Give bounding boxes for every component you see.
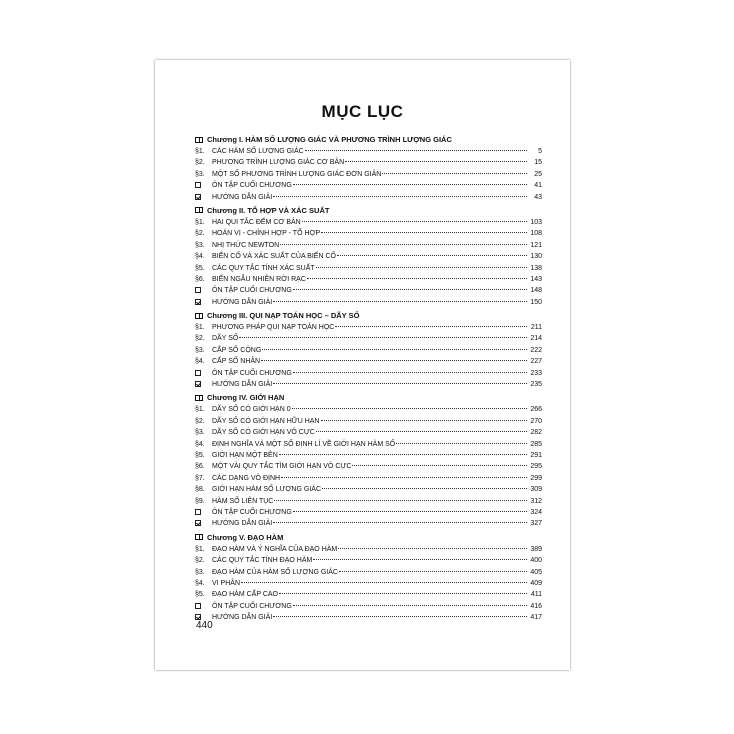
chapter-heading-text: Chương III. QUI NẠP TOÁN HỌC – DÃY SỐ [207,311,360,321]
dot-leader [261,353,527,361]
entry-title: HƯỚNG DẪN GIẢI [212,614,273,622]
entry-page-number: 327 [530,520,542,528]
entry-page-number: 295 [530,463,542,471]
entry-page-number: 103 [530,218,542,226]
dot-leader [352,458,527,466]
section-number: §3. [195,170,205,178]
entry-title: GIỚI HẠN HÀM SỐ LƯỢNG GIÁC [212,486,321,494]
entry-title: MỘT SỐ PHƯƠNG TRÌNH LƯỢNG GIÁC ĐƠN GIẢN [212,170,382,178]
section-number: §2. [195,335,205,343]
dot-leader [316,260,527,268]
page-number: 440 [196,620,213,631]
dot-leader [279,447,527,455]
section-number: §7. [195,474,205,482]
dot-leader [335,319,527,327]
entry-title: DÃY SỐ [212,335,239,343]
section-number: §3. [195,241,205,249]
section-number: §5. [195,264,205,272]
entry-page-number: 309 [530,486,542,494]
dot-leader [241,575,527,583]
dot-leader [316,424,527,432]
empty-box-icon [195,182,201,188]
toc-entry [195,296,542,307]
section-number: §1. [195,218,205,226]
entry-title: HOÁN VỊ - CHỈNH HỢP - TỔ HỢP [212,230,321,238]
entry-title: HAI QUI TẮC ĐẾM CƠ BẢN [212,218,301,226]
dot-leader [273,515,527,523]
section-number: §2. [195,417,205,425]
dot-leader [292,401,527,409]
dot-leader [322,481,527,489]
book-page [155,60,570,670]
entry-page-number: 15 [534,159,542,167]
section-number: §3. [195,429,205,437]
entry-page-number: 409 [530,579,542,587]
dot-leader [345,154,527,162]
dot-leader [262,342,527,350]
book-icon [195,395,203,401]
entry-page-number: 25 [534,170,542,178]
entry-title: CẤP SỐ CỘNG [212,346,262,354]
dot-leader [321,413,527,421]
toc-entry [195,378,542,389]
dot-leader [293,282,527,290]
entry-title: HƯỚNG DẪN GIẢI [212,520,273,528]
entry-page-number: 43 [534,193,542,201]
entry-title: BIẾN CỐ VÀ XÁC SUẤT CỦA BIẾN CỐ [212,253,336,261]
book-icon [195,313,203,319]
entry-title: ÔN TẬP CUỐI CHƯƠNG [212,602,292,610]
section-number: §1. [195,545,205,553]
entry-page-number: 227 [530,358,542,366]
entry-title: DÃY SỐ CÓ GIỚI HẠN 0 [212,406,291,414]
section-number: §1. [195,406,205,414]
dot-leader [396,436,527,444]
entry-page-number: 222 [530,346,542,354]
checked-box-icon [195,194,201,200]
entry-page-number: 121 [530,241,542,249]
entry-title: CÁC HÀM SỐ LƯỢNG GIÁC [212,148,304,155]
toc-entry [195,191,542,202]
section-number: §4. [195,579,205,587]
entry-page-number: 143 [530,275,542,283]
entry-page-number: 400 [530,557,542,565]
entry-title: CÁC DẠNG VÔ ĐỊNH [212,474,281,482]
dot-leader [293,504,527,512]
section-number: §4. [195,358,205,366]
entry-page-number: 312 [530,497,542,505]
entry-title: CẤP SỐ NHÂN [212,358,261,366]
section-number: §1. [195,148,205,155]
entry-page-number: 270 [530,417,542,425]
entry-page-number: 148 [530,287,542,295]
chapter-block [195,532,542,623]
entry-title: ÔN TẬP CUỐI CHƯƠNG [212,369,292,377]
entry-title: ĐỊNH NGHĨA VÀ MỘT SỐ ĐỊNH LÍ VỀ GIỚI HẠN HÀM SỐ [212,440,396,448]
dot-leader [279,586,527,594]
page-title: MỤC LỤC [321,102,404,121]
dot-leader [337,248,527,256]
dot-leader [273,609,527,617]
entry-page-number: 389 [530,545,542,553]
dot-leader [293,177,527,185]
entry-title: CÁC QUY TẮC TÍNH ĐẠO HÀM [212,557,313,565]
toc-entry [195,517,542,528]
section-number: §5. [195,591,205,599]
dot-leader [305,143,527,151]
section-number: §2. [195,557,205,565]
dot-leader [321,225,527,233]
entry-page-number: 299 [530,474,542,482]
dot-leader [239,330,527,338]
section-number: §3. [195,346,205,354]
empty-box-icon [195,509,201,515]
dot-leader [382,166,527,174]
dot-leader [338,541,527,549]
entry-title: DÃY SỐ CÓ GIỚI HẠN HỮU HẠN [212,417,320,425]
chapter-heading-text: Chương II. TỔ HỢP VÀ XÁC SUẤT [207,205,330,215]
entry-title: ÔN TẬP CUỐI CHƯƠNG [212,182,292,190]
chapter-block [195,310,542,389]
dot-leader [302,214,527,222]
chapter-block [195,392,542,528]
book-icon [195,137,203,143]
entry-page-number: 235 [530,381,542,389]
entry-page-number: 291 [530,451,542,459]
entry-page-number: 405 [530,568,542,576]
entry-title: GIỚI HẠN MỘT BÊN [212,451,278,459]
chapter-heading-text: Chương IV. GIỚI HẠN [207,393,285,403]
entry-title: ĐẠO HÀM VÀ Ý NGHĨA CỦA ĐẠO HÀM [212,545,338,553]
checked-box-icon [195,299,201,305]
entry-title: PHƯƠNG TRÌNH LƯỢNG GIÁC CƠ BẢN [212,159,345,167]
checked-box-icon [195,520,201,526]
dot-leader [313,552,527,560]
entry-title: MỘT VÀI QUY TẮC TÌM GIỚI HẠN VÔ CỰC [212,463,352,471]
entry-title: HƯỚNG DẪN GIẢI [212,298,273,306]
empty-box-icon [195,603,201,609]
section-number: §6. [195,275,205,283]
entry-page-number: 285 [530,440,542,448]
entry-title: ĐẠO HÀM CẤP CAO [212,591,278,599]
dot-leader [293,365,527,373]
entry-page-number: 417 [530,614,542,622]
chapter-block [195,205,542,307]
dot-leader [273,294,527,302]
entry-title: DÃY SỐ CÓ GIỚI HẠN VÔ CỰC [212,429,315,437]
dot-leader [293,598,527,606]
entry-title: PHƯƠNG PHÁP QUI NẠP TOÁN HỌC [212,324,335,332]
entry-title: HÀM SỐ LIÊN TỤC [212,497,274,505]
dot-leader [274,493,527,501]
entry-page-number: 211 [530,324,542,332]
dot-leader [280,237,527,245]
entry-page-number: 411 [530,591,542,599]
chapter-heading-text: Chương V. ĐẠO HÀM [207,532,284,542]
section-number: §6. [195,463,205,471]
book-icon [195,534,203,540]
section-number: §1. [195,324,205,332]
toc-entry [195,611,542,622]
entry-title: CÁC QUY TẮC TÍNH XÁC SUẤT [212,264,315,272]
entry-title: NHỊ THỨC NEWTON [212,241,280,249]
entry-page-number: 41 [534,182,542,190]
entry-page-number: 324 [530,508,542,516]
dot-leader [273,189,527,197]
dot-leader [273,376,527,384]
section-number: §3. [195,568,205,576]
empty-box-icon [195,287,201,293]
entry-title: HƯỚNG DẪN GIẢI [212,381,273,389]
entry-title: ÔN TẬP CUỐI CHƯƠNG [212,508,292,516]
section-number: §8. [195,486,205,494]
entry-title: VI PHÂN [212,579,241,587]
entry-page-number: 150 [530,298,542,306]
entry-page-number: 108 [530,230,542,238]
entry-title: BIẾN NGẪU NHIÊN RỜI RẠC [212,275,306,283]
entry-page-number: 214 [530,335,542,343]
book-icon [195,207,203,213]
section-number: §2. [195,159,205,167]
checked-box-icon [195,381,201,387]
entry-page-number: 266 [530,406,542,414]
entry-title: HƯỚNG DẪN GIẢI [212,193,273,201]
entry-page-number: 5 [538,148,542,155]
chapter-heading-text: Chương I. HÀM SỐ LƯỢNG GIÁC VÀ PHƯƠNG TRÌNH LƯỢNG GIÁC [207,135,452,144]
table-of-contents [195,134,542,625]
entry-title: ĐẠO HÀM CỦA HÀM SỐ LƯỢNG GIÁC [212,568,338,576]
entry-page-number: 130 [530,253,542,261]
entry-page-number: 282 [530,429,542,437]
chapter-block [195,134,542,202]
entry-page-number: 233 [530,369,542,377]
dot-leader [339,564,527,572]
entry-page-number: 138 [530,264,542,272]
dot-leader [307,271,527,279]
section-number: §4. [195,440,205,448]
empty-box-icon [195,370,201,376]
section-number: §9. [195,497,205,505]
section-number: §5. [195,451,205,459]
section-number: §2. [195,230,205,238]
dot-leader [281,470,527,478]
section-number: §4. [195,253,205,261]
entry-page-number: 416 [530,602,542,610]
entry-title: ÔN TẬP CUỐI CHƯƠNG [212,287,292,295]
